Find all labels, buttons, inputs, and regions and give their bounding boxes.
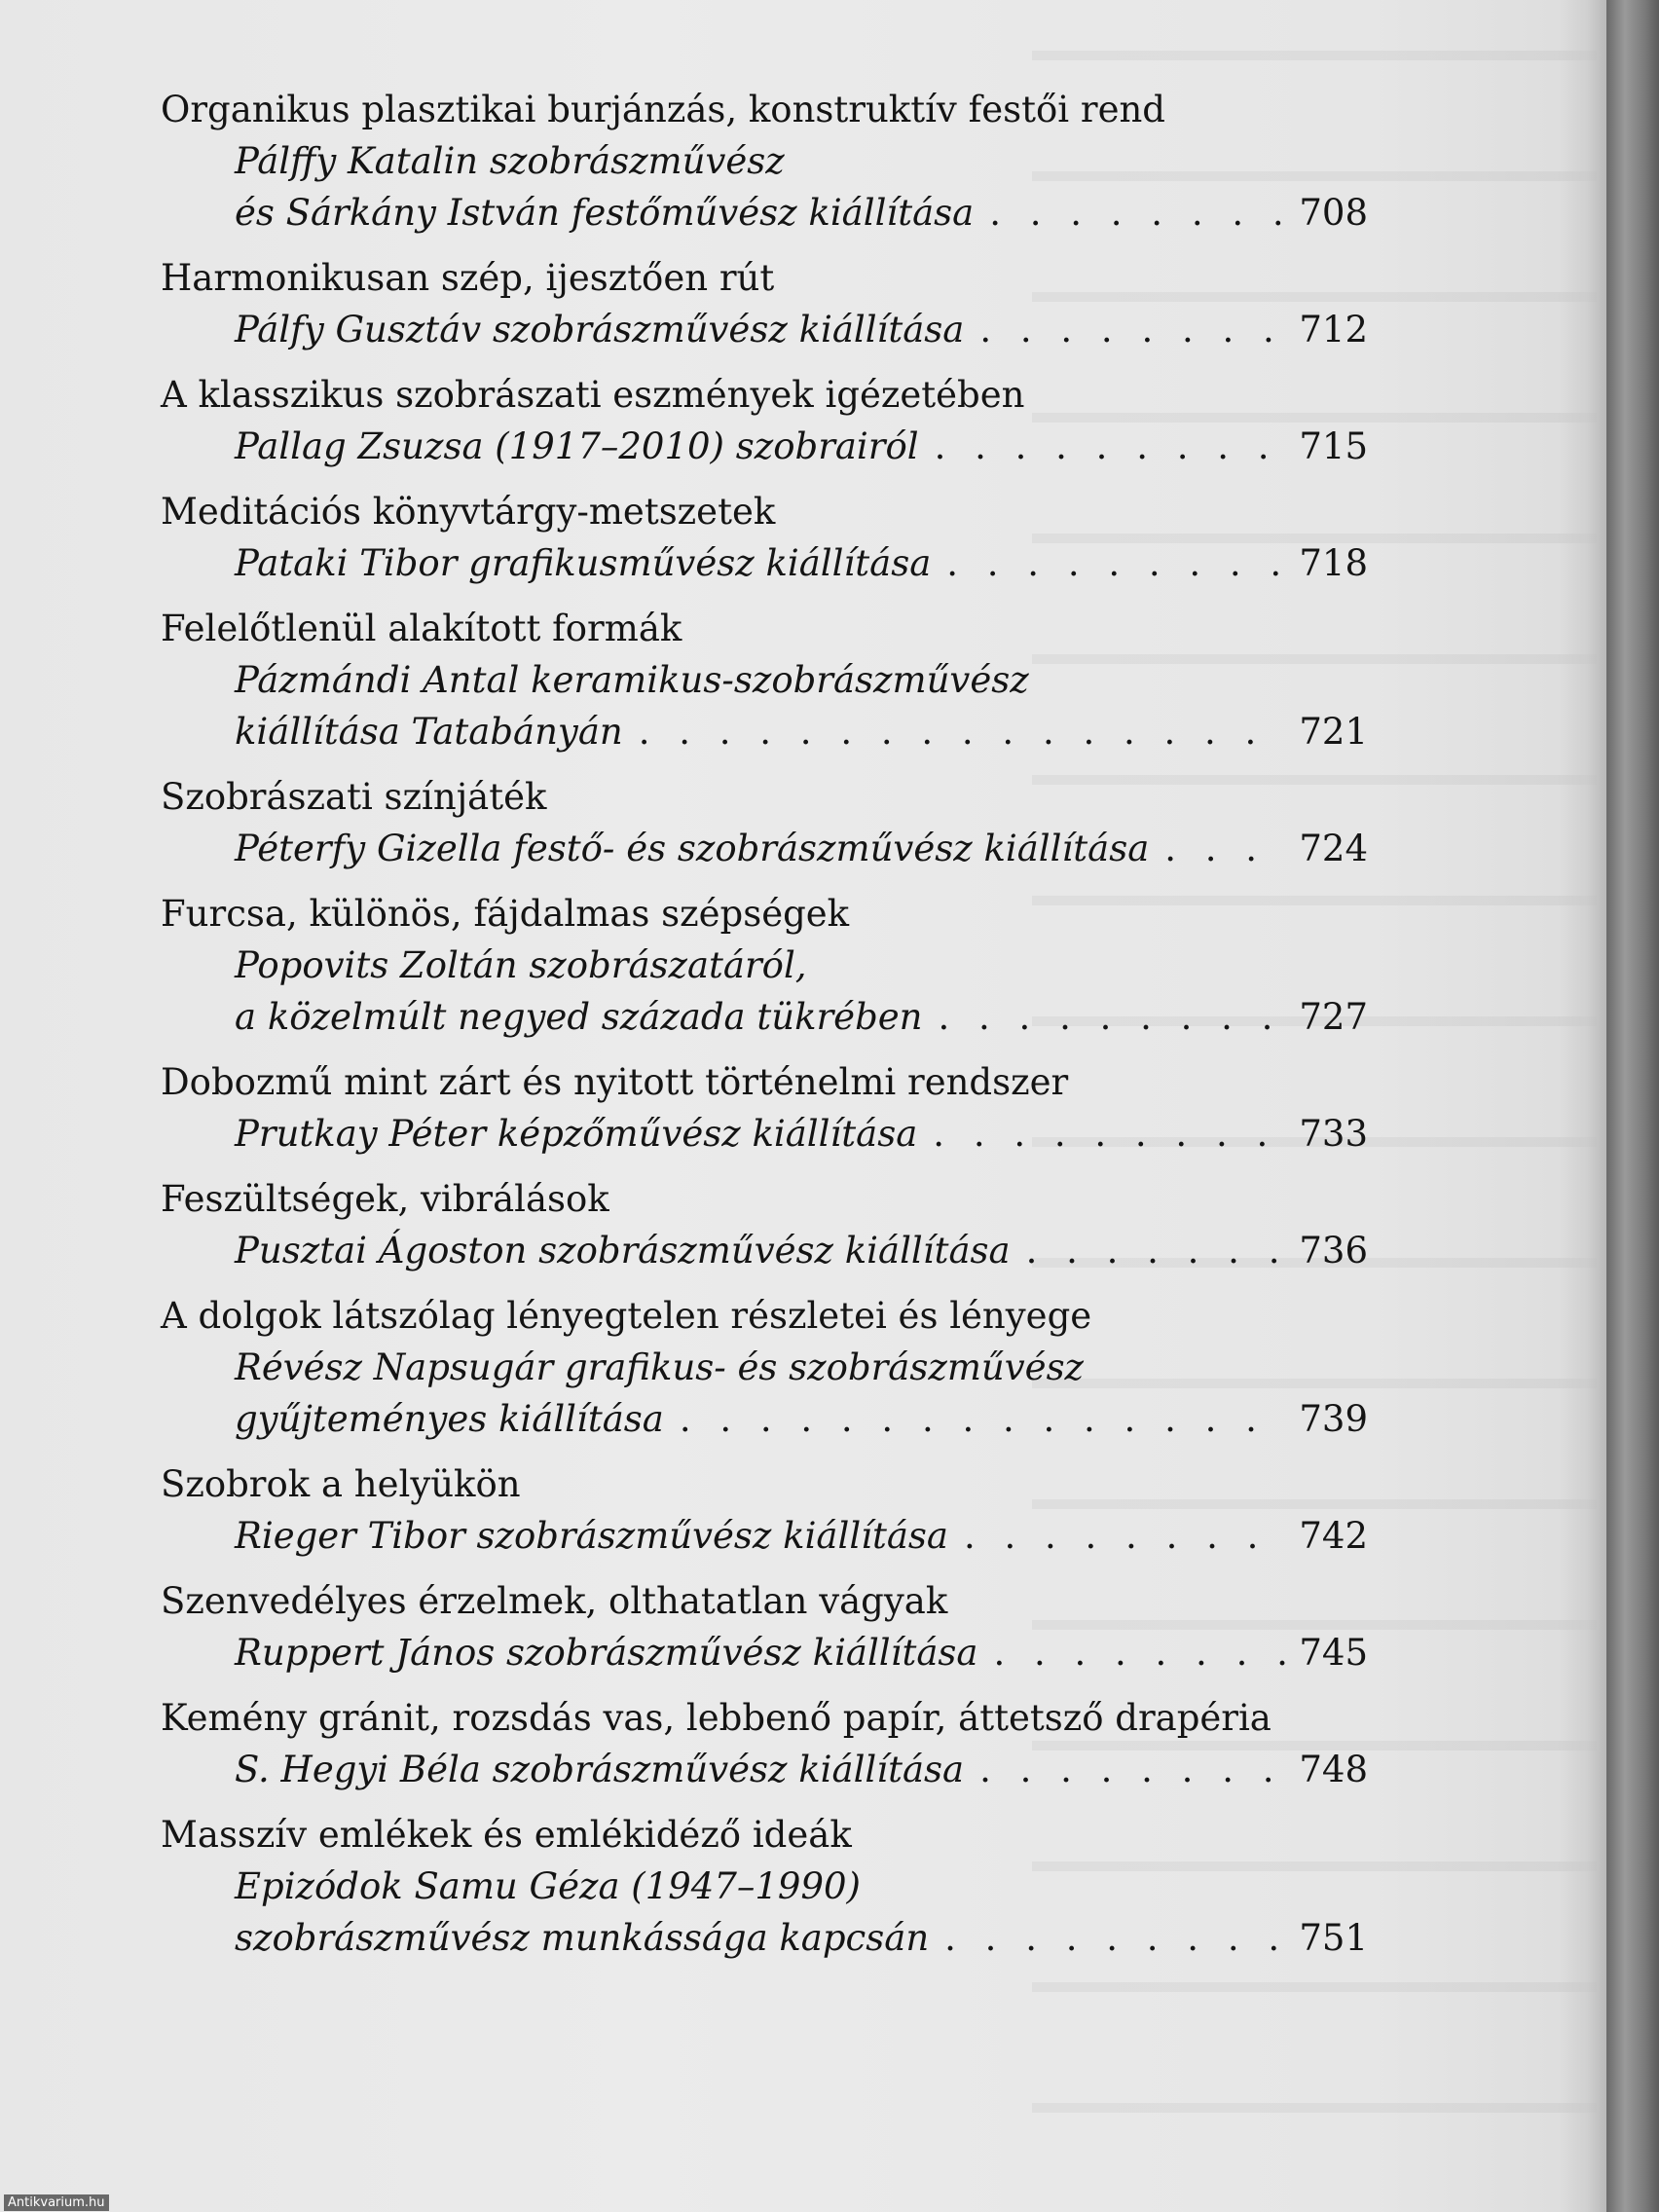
dot-leader bbox=[933, 1108, 1287, 1160]
dot-leader bbox=[939, 991, 1288, 1043]
toc-entry bbox=[161, 1458, 1368, 1562]
entry-subtitle: Pusztai Ágoston szobrászművész kiállítása bbox=[235, 1230, 1011, 1272]
toc-entry bbox=[161, 252, 1368, 355]
dot-leader bbox=[979, 1744, 1287, 1795]
dot-leader bbox=[946, 537, 1287, 589]
dot-leader bbox=[935, 421, 1288, 472]
entry-subtitle: és Sárkány István festőművész kiállítása bbox=[235, 192, 975, 234]
page-number: 739 bbox=[1299, 1398, 1368, 1440]
entry-subtitle: Péterfy Gizella festő- és szobrászművész kiállítása bbox=[235, 828, 1150, 869]
page-number: 733 bbox=[1299, 1113, 1368, 1155]
entry-leader-line bbox=[161, 1510, 1368, 1562]
page-number: 718 bbox=[1299, 542, 1368, 584]
watermark-label: Antikvarium.hu bbox=[4, 2194, 109, 2211]
page-number: 751 bbox=[1299, 1917, 1368, 1959]
dot-leader bbox=[680, 1393, 1288, 1445]
page-number: 712 bbox=[1299, 309, 1368, 350]
dot-leader bbox=[979, 304, 1287, 355]
page-shadow bbox=[1558, 0, 1606, 2212]
toc-entry bbox=[161, 603, 1368, 757]
table-of-contents bbox=[161, 84, 1368, 1977]
entry-subtitle: a közelmúlt negyed százada tükrében bbox=[235, 996, 923, 1038]
dot-leader bbox=[639, 706, 1288, 757]
entry-title: A dolgok látszólag lényegtelen részletei és lényege bbox=[161, 1295, 1092, 1337]
toc-entry bbox=[161, 369, 1368, 472]
entry-leader-line bbox=[161, 1912, 1368, 1964]
page-number: 724 bbox=[1299, 828, 1368, 869]
entry-title: Harmonikusan szép, ijesztően rút bbox=[161, 257, 775, 299]
entry-subtitle: szobrászművész munkássága kapcsán bbox=[235, 1917, 930, 1959]
toc-entry bbox=[161, 84, 1368, 239]
entry-title: Meditációs könyvtárgy-metszetek bbox=[161, 491, 776, 533]
dot-leader bbox=[989, 187, 1287, 239]
entry-leader-line bbox=[161, 706, 1368, 757]
entry-title: Szobrok a helyükön bbox=[161, 1463, 521, 1505]
entry-title: Szenvedélyes érzelmek, olthatatlan vágyak bbox=[161, 1580, 948, 1622]
entry-title: Kemény gránit, rozsdás vas, lebbenő papír, áttetsző drapéria bbox=[161, 1697, 1272, 1739]
page-number: 727 bbox=[1299, 996, 1368, 1038]
toc-entry bbox=[161, 1692, 1368, 1795]
dot-leader bbox=[1026, 1225, 1288, 1276]
entry-subtitle: Pallag Zsuzsa (1917–2010) szobrairól bbox=[235, 425, 919, 467]
dot-leader bbox=[964, 1510, 1287, 1562]
entry-subtitle: Révész Napsugár grafikus- és szobrászművész bbox=[235, 1346, 1085, 1388]
toc-entry bbox=[161, 1173, 1368, 1276]
entry-title: Dobozmű mint zárt és nyitott történelmi rendszer bbox=[161, 1061, 1069, 1103]
toc-entry bbox=[161, 1056, 1368, 1160]
entry-subtitle: kiállítása Tatabányán bbox=[235, 711, 623, 753]
entry-leader-line bbox=[161, 537, 1368, 589]
entry-leader-line bbox=[161, 1627, 1368, 1678]
entry-title: Organikus plasztikai burjánzás, konstruktív festői rend bbox=[161, 89, 1165, 130]
entry-title: Szobrászati színjáték bbox=[161, 776, 547, 818]
entry-subtitle: Pataki Tibor grafikusművész kiállítása bbox=[235, 542, 932, 584]
entry-subtitle: Prutkay Péter képzőművész kiállítása bbox=[235, 1113, 918, 1155]
toc-entry bbox=[161, 1290, 1368, 1445]
book-spine bbox=[1606, 0, 1659, 2212]
toc-entry bbox=[161, 1809, 1368, 1964]
entry-leader-line bbox=[161, 1225, 1368, 1276]
page-number: 721 bbox=[1299, 711, 1368, 753]
entry-subtitle: Rieger Tibor szobrászművész kiállítása bbox=[235, 1515, 948, 1557]
entry-subtitle: Pázmándi Antal keramikus-szobrászművész bbox=[235, 659, 1029, 701]
entry-subtitle: gyűjteményes kiállítása bbox=[235, 1398, 664, 1440]
page-number: 742 bbox=[1299, 1515, 1368, 1557]
entry-title: Masszív emlékek és emlékidéző ideák bbox=[161, 1814, 852, 1856]
entry-leader-line bbox=[161, 1108, 1368, 1160]
toc-entry bbox=[161, 771, 1368, 874]
page-number: 748 bbox=[1299, 1749, 1368, 1790]
page-number: 708 bbox=[1299, 192, 1368, 234]
entry-leader-line bbox=[161, 991, 1368, 1043]
dot-leader bbox=[944, 1912, 1287, 1964]
entry-subtitle: Ruppert János szobrászművész kiállítása bbox=[235, 1632, 978, 1674]
entry-leader-line bbox=[161, 304, 1368, 355]
toc-entry bbox=[161, 888, 1368, 1043]
toc-entry bbox=[161, 1575, 1368, 1678]
entry-title: Felelőtlenül alakított formák bbox=[161, 608, 682, 649]
entry-subtitle: Pálffy Katalin szobrászművész bbox=[235, 140, 785, 182]
entry-leader-line bbox=[161, 187, 1368, 239]
entry-leader-line bbox=[161, 823, 1368, 874]
dot-leader bbox=[1164, 823, 1287, 874]
entry-leader-line bbox=[161, 1744, 1368, 1795]
page-number: 736 bbox=[1299, 1230, 1368, 1272]
entry-title: Feszültségek, vibrálások bbox=[161, 1178, 609, 1220]
page-number: 745 bbox=[1299, 1632, 1368, 1674]
entry-leader-line bbox=[161, 1393, 1368, 1445]
page-number: 715 bbox=[1299, 425, 1368, 467]
entry-subtitle: S. Hegyi Béla szobrászművész kiállítása bbox=[235, 1749, 965, 1790]
entry-title: A klasszikus szobrászati eszmények igézetében bbox=[161, 374, 1025, 416]
entry-subtitle: Popovits Zoltán szobrászatáról, bbox=[235, 944, 807, 986]
entry-subtitle: Epizódok Samu Géza (1947–1990) bbox=[235, 1865, 861, 1907]
toc-entry bbox=[161, 486, 1368, 589]
entry-leader-line bbox=[161, 421, 1368, 472]
dot-leader bbox=[993, 1627, 1287, 1678]
entry-title: Furcsa, különös, fájdalmas szépségek bbox=[161, 893, 850, 935]
entry-subtitle: Pálfy Gusztáv szobrászművész kiállítása bbox=[235, 309, 965, 350]
